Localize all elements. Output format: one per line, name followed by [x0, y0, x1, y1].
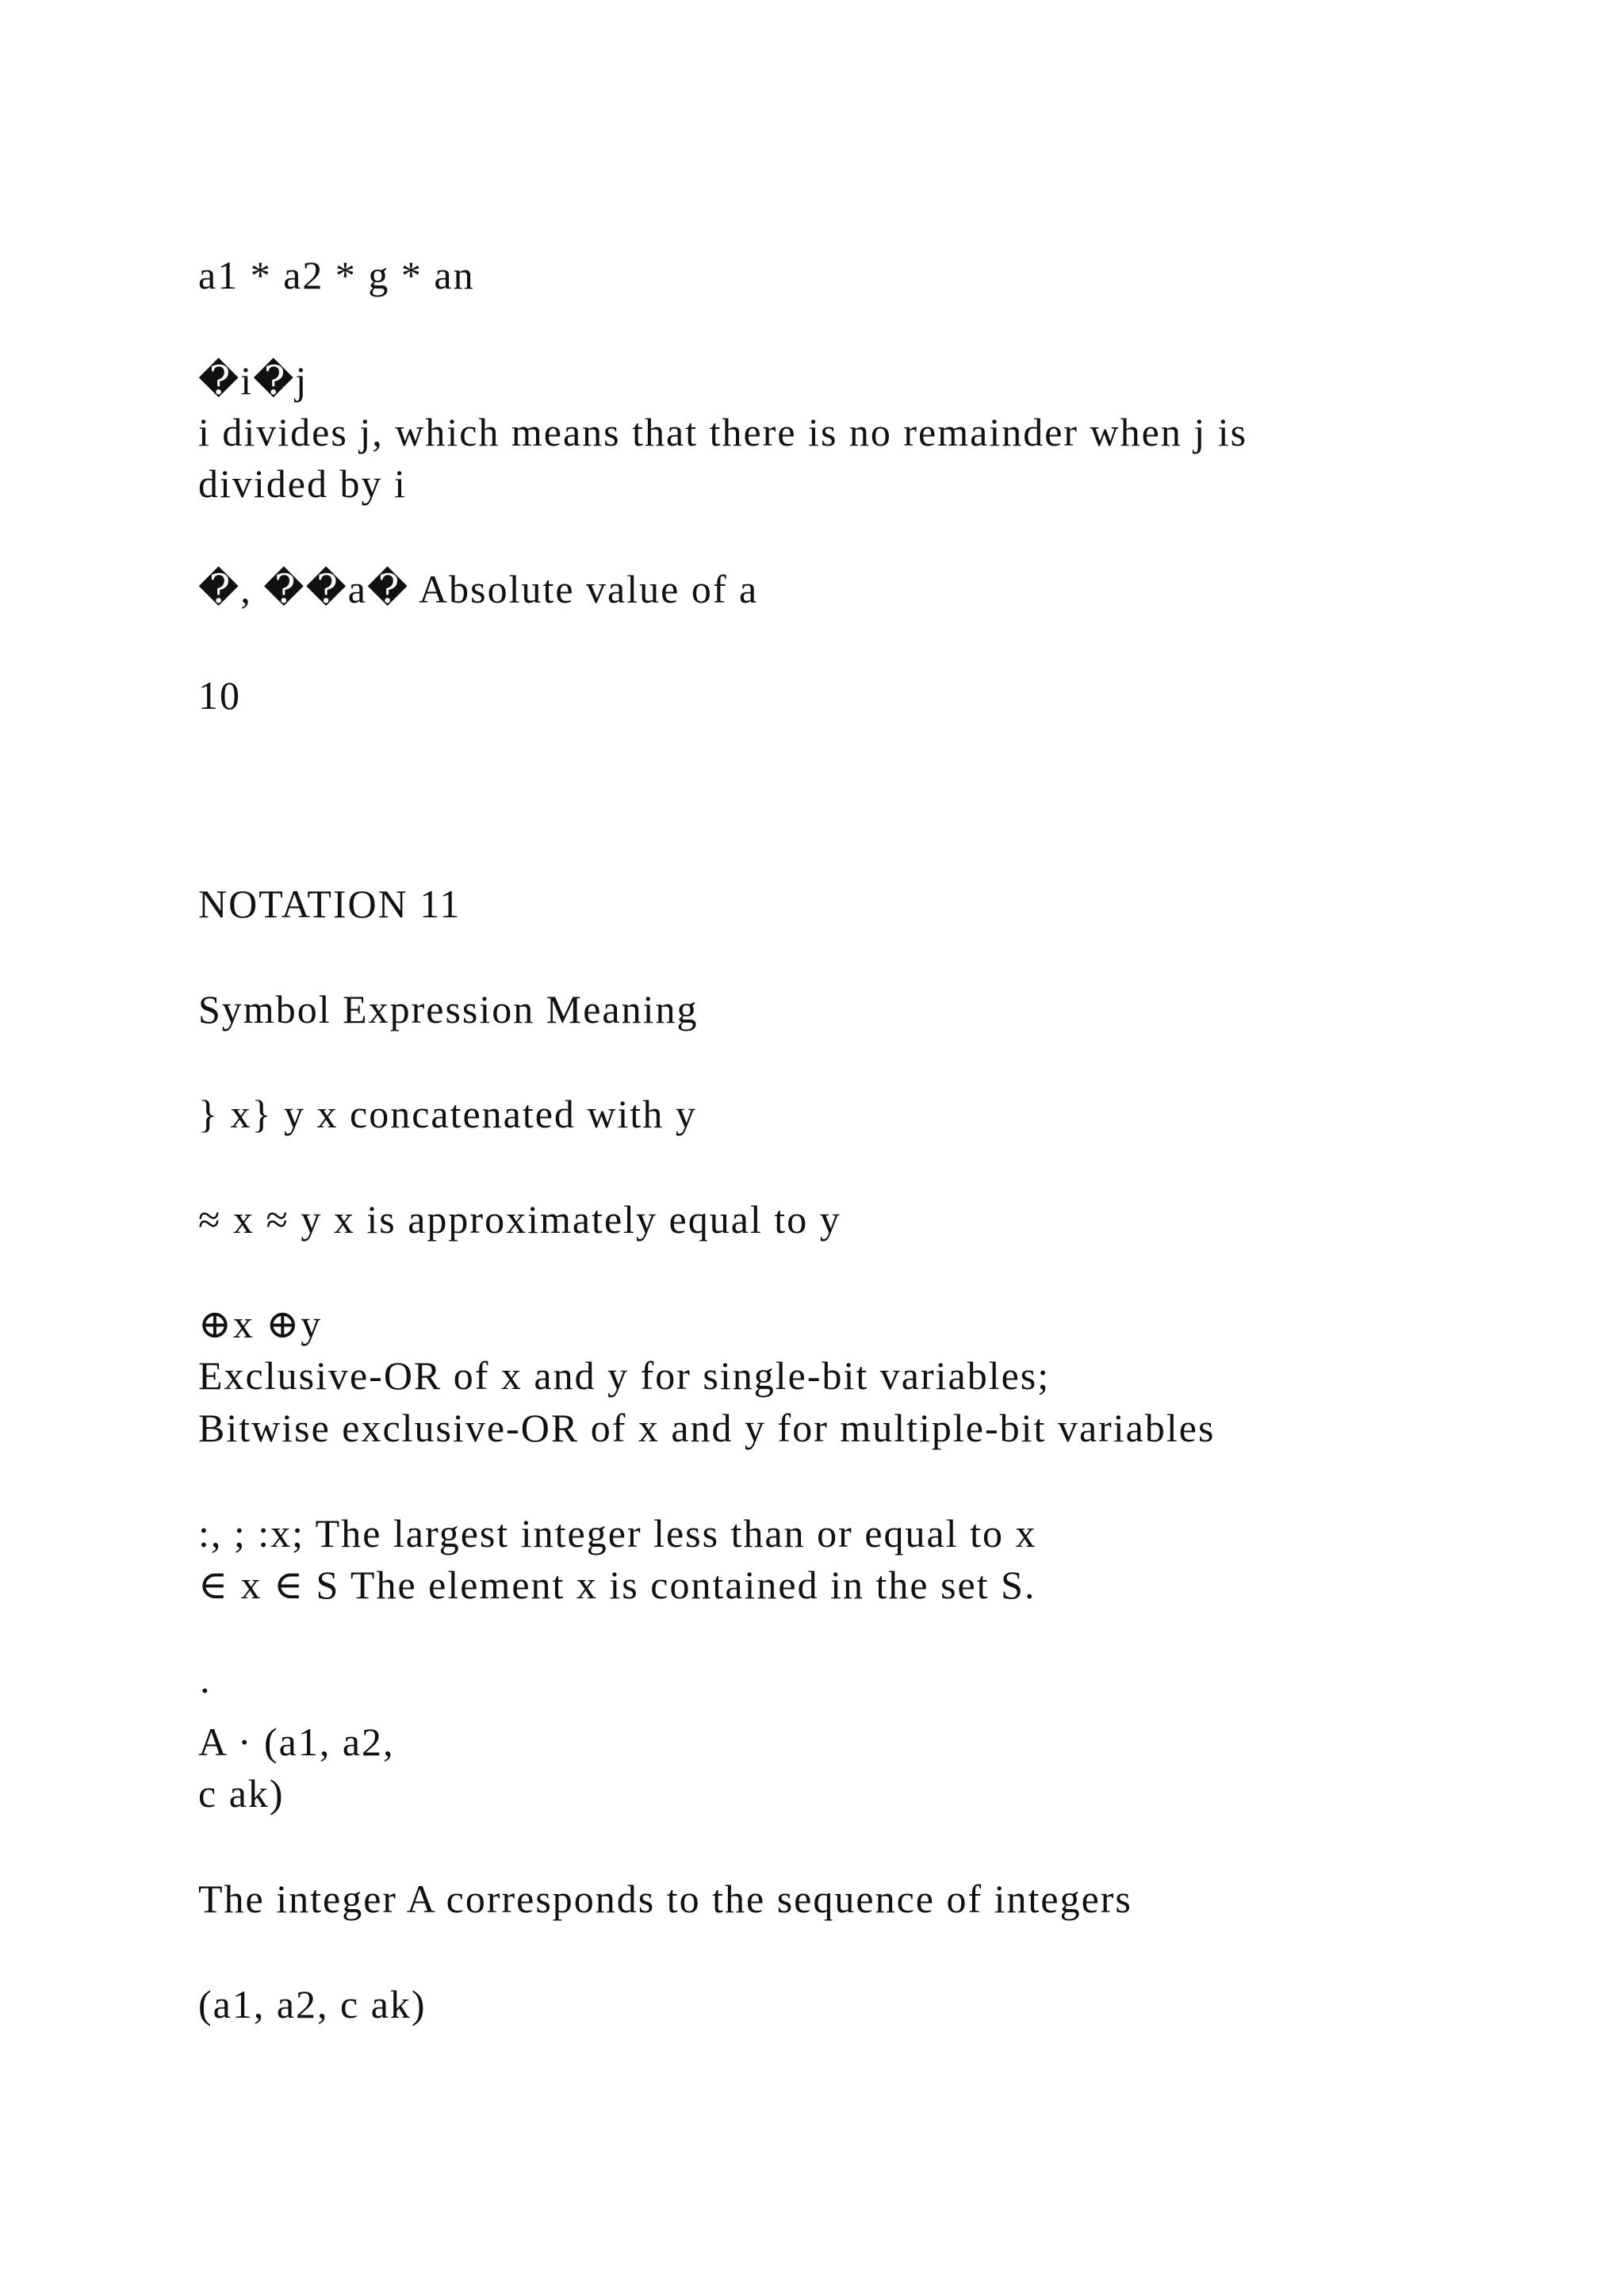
text-line: �, ��a� Absolute value of a — [198, 567, 759, 611]
table-header: Symbol Expression Meaning — [198, 987, 699, 1031]
text-line: · — [198, 1668, 213, 1712]
text-line: ≈ x ≈ y x is approximately equal to y — [198, 1197, 841, 1242]
text-line: A · (a1, a2, — [198, 1720, 395, 1764]
text-line: ∈ x ∈ S The element x is contained in the set S. — [198, 1563, 1036, 1607]
text-line: Exclusive-OR of x and y for single-bit variables; — [198, 1353, 1051, 1398]
text-line: i divides j, which means that there is no remainder when j is — [198, 410, 1248, 454]
text-line: :, ; :x; The largest integer less than or equal to x — [198, 1511, 1037, 1556]
page-number: 10 — [198, 673, 241, 718]
text-line: The integer A corresponds to the sequence of integers — [198, 1877, 1132, 1921]
text-line: c ak) — [198, 1771, 285, 1816]
text-line: (a1, a2, c ak) — [198, 1982, 427, 2026]
section-header: NOTATION 11 — [198, 882, 462, 926]
text-line: } x} y x concatenated with y — [198, 1092, 697, 1136]
text-line: a1 * a2 * g * an — [198, 253, 475, 297]
text-line: ⊕x ⊕y — [198, 1302, 323, 1346]
text-line: divided by i — [198, 461, 407, 506]
text-line: Bitwise exclusive-OR of x and y for multiple-bit variables — [198, 1406, 1216, 1450]
text-line: �i�j — [198, 358, 308, 403]
